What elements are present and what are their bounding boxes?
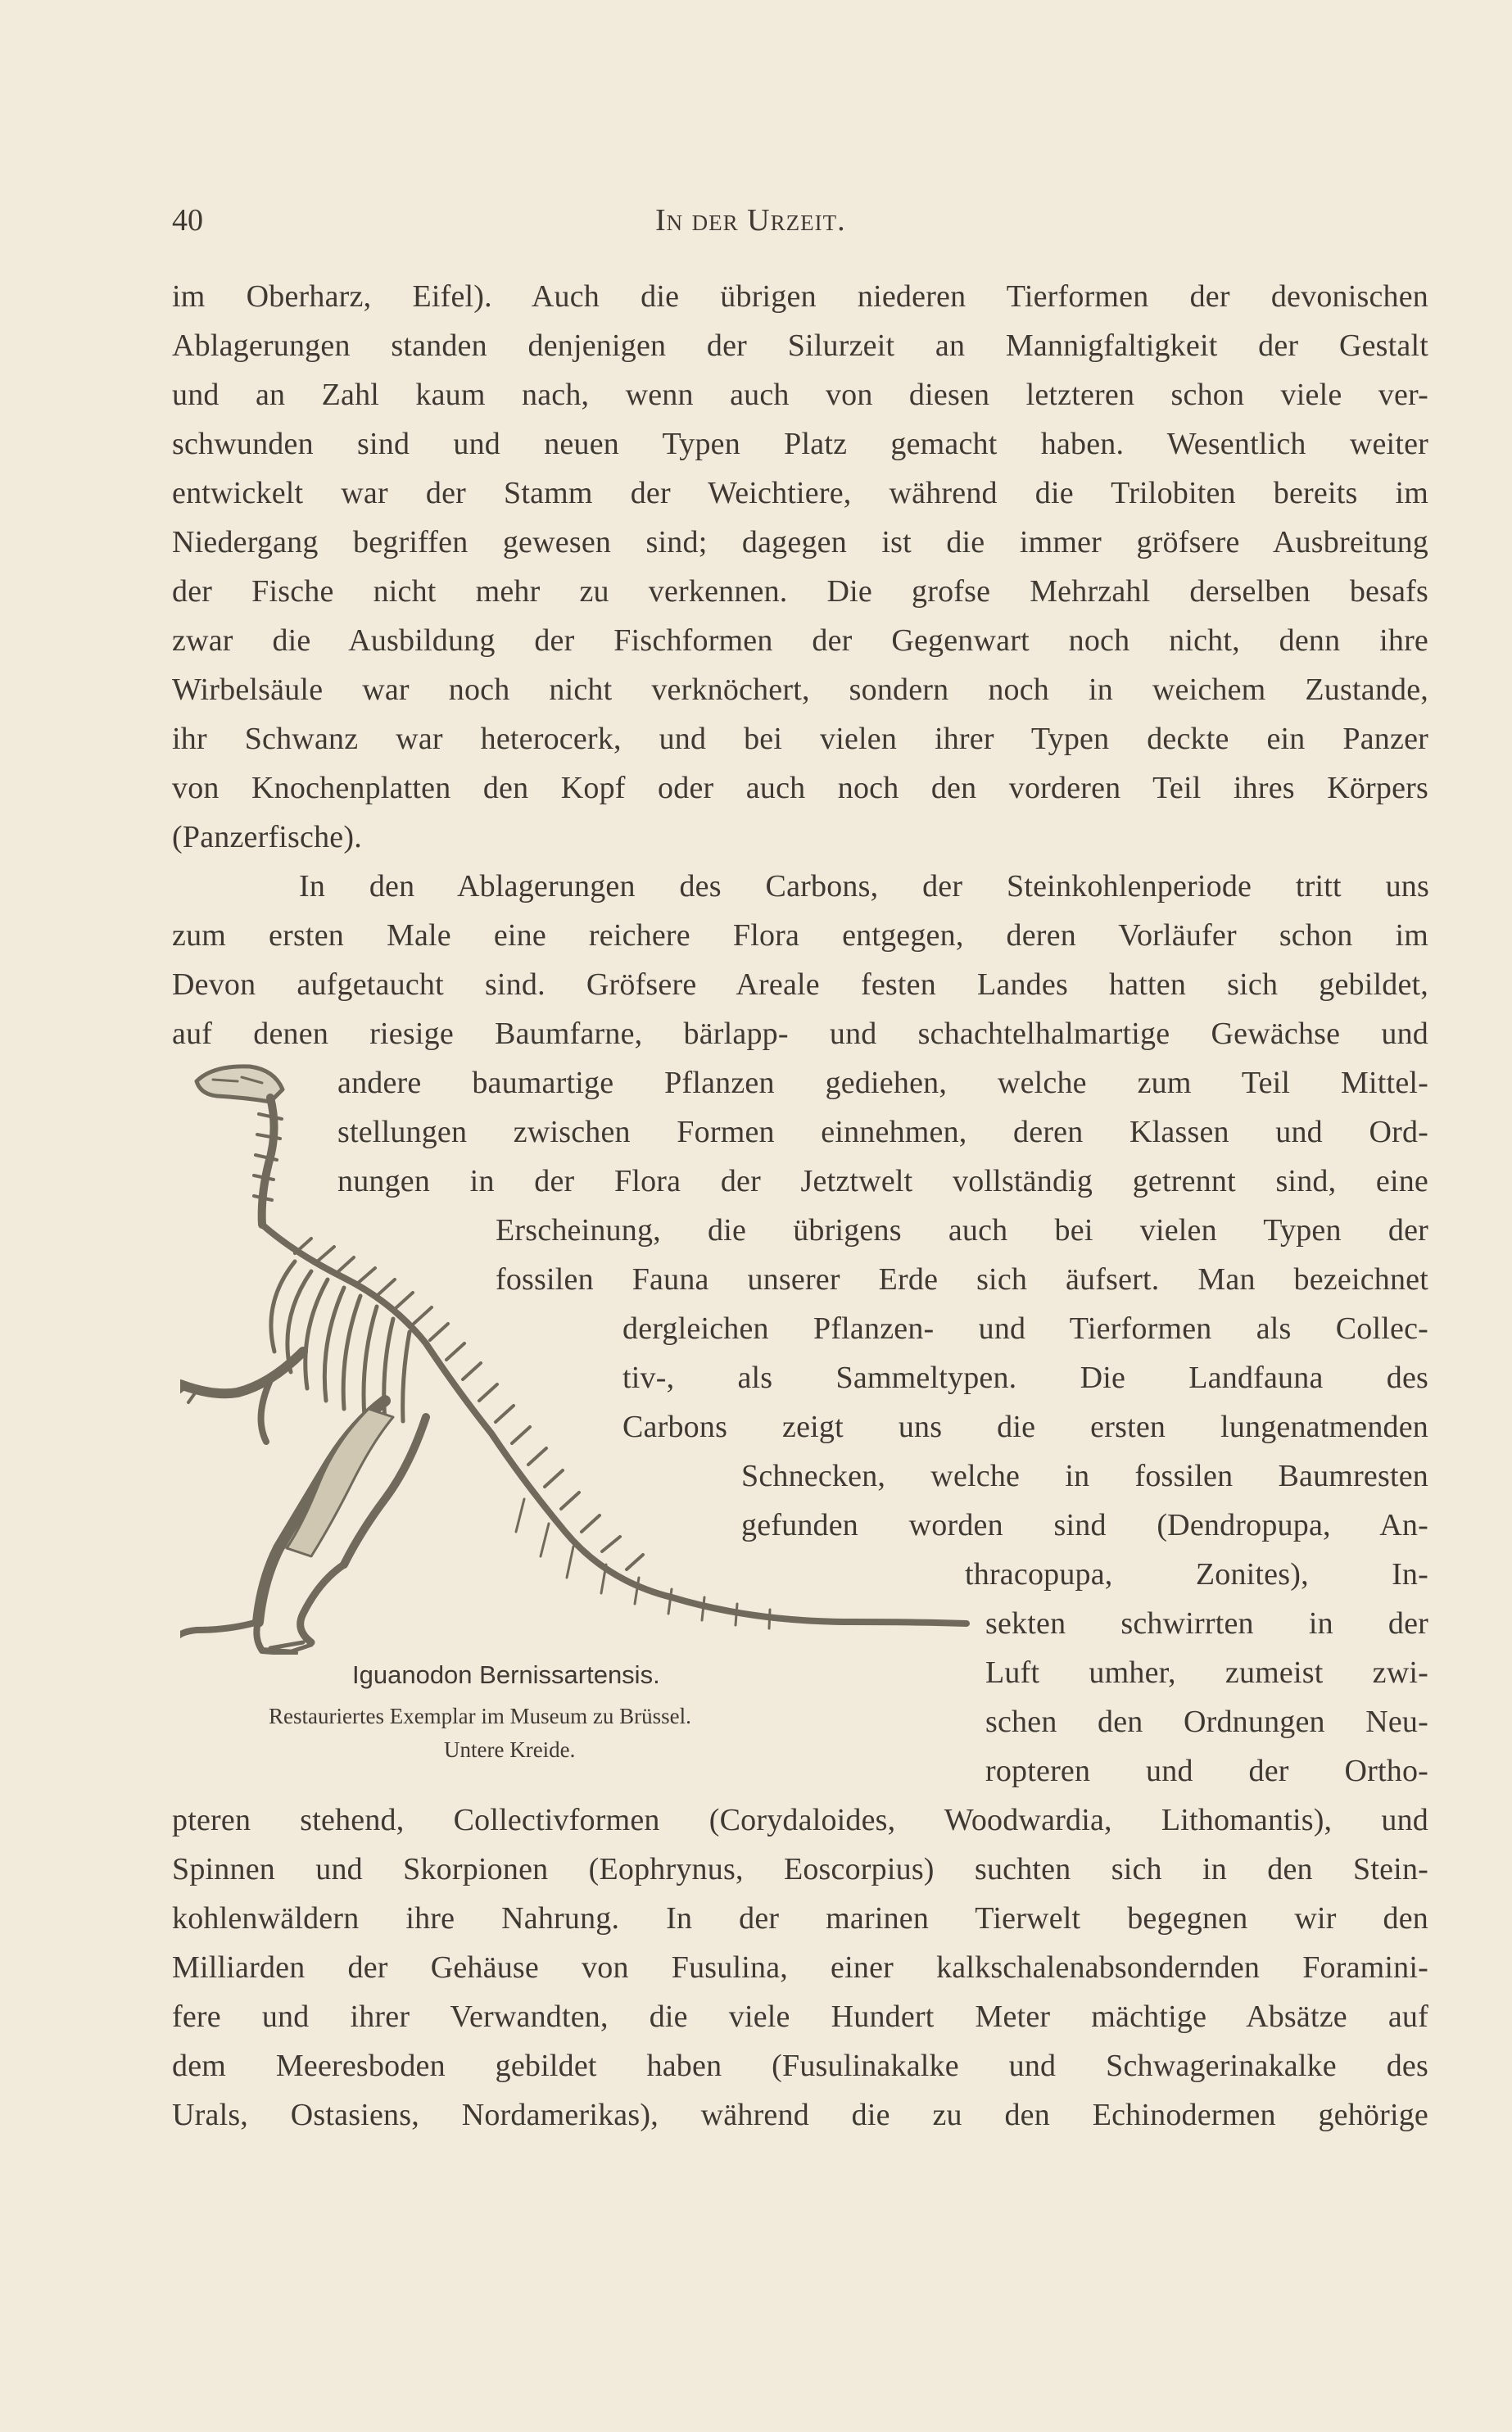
text-line: pteren stehend, Collectivformen (Corydaloides, Woodwardia, Lithomantis), und bbox=[172, 1803, 1428, 1837]
text-line: auf denen riesige Baumfarne, bärlapp- und schachtelhalmartige Gewächse und bbox=[172, 1017, 1428, 1051]
text-line: gefunden worden sind (Dendropupa, An- bbox=[741, 1508, 1428, 1542]
text-line: der Fische nicht mehr zu verkennen. Die grofse Mehrzahl derselben besafs bbox=[172, 574, 1428, 609]
text-line: kohlenwäldern ihre Nahrung. In der marinen Tierwelt begegnen wir den bbox=[172, 1901, 1428, 1936]
text-line: stellungen zwischen Formen einnehmen, deren Klassen und Ord- bbox=[337, 1115, 1428, 1149]
figure-caption-period: Untere Kreide. bbox=[444, 1737, 576, 1762]
text-line: zum ersten Male eine reichere Flora entgegen, deren Vorläufer schon im bbox=[172, 918, 1428, 953]
text-line: schen den Ordnungen Neu- bbox=[985, 1705, 1428, 1739]
text-line: dem Meeresboden gebildet haben (Fusulinakalke und Schwagerinakalke des bbox=[172, 2049, 1428, 2083]
text-line: Spinnen und Skorpionen (Eophrynus, Eoscorpius) suchten sich in den Stein- bbox=[172, 1852, 1428, 1886]
figure-caption-location: Restauriertes Exemplar im Museum zu Brüssel. bbox=[269, 1704, 691, 1728]
text-line: nungen in der Flora der Jetztwelt vollständig getrennt sind, eine bbox=[337, 1164, 1428, 1198]
text-line: von Knochenplatten den Kopf oder auch noch den vorderen Teil ihres Körpers bbox=[172, 771, 1428, 805]
text-line: Ablagerungen standen denjenigen der Silurzeit an Mannigfaltigkeit der Gestalt bbox=[172, 328, 1428, 363]
text-line: tiv-, als Sammeltypen. Die Landfauna des bbox=[622, 1361, 1428, 1395]
text-line: (Panzerfische). bbox=[172, 820, 362, 854]
text-line: entwickelt war der Stamm der Weichtiere, während die Trilobiten bereits im bbox=[172, 476, 1428, 510]
text-line: Wirbelsäule war noch nicht verknöchert, sondern noch in weichem Zustande, bbox=[172, 673, 1428, 707]
text-line: Schnecken, welche in fossilen Baumresten bbox=[741, 1459, 1428, 1493]
text-line: fere und ihrer Verwandten, die viele Hundert Meter mächtige Absätze auf bbox=[172, 1999, 1428, 2034]
text-line: Milliarden der Gehäuse von Fusulina, einer kalkschalenabsondernden Foramini- bbox=[172, 1950, 1428, 1985]
text-line: Devon aufgetaucht sind. Gröfsere Areale festen Landes hatten sich gebildet, bbox=[172, 967, 1428, 1002]
text-line: Niedergang begriffen gewesen sind; dagegen ist die immer gröfsere Ausbreitung bbox=[172, 525, 1428, 559]
text-line: und an Zahl kaum nach, wenn auch von diesen letzteren schon viele ver- bbox=[172, 378, 1428, 412]
text-line: Erscheinung, die übrigens auch bei vielen Typen der bbox=[496, 1213, 1428, 1248]
text-line: sekten schwirrten in der bbox=[985, 1606, 1428, 1641]
page-number: 40 bbox=[172, 203, 203, 238]
text-line: fossilen Fauna unserer Erde sich äufsert. Man bezeichnet bbox=[496, 1262, 1428, 1297]
text-line: andere baumartige Pflanzen gediehen, welche zum Teil Mittel- bbox=[337, 1066, 1428, 1100]
text-line: thracopupa, Zonites), In- bbox=[965, 1557, 1428, 1592]
text-line: Urals, Ostasiens, Nordamerikas), während die zu den Echinodermen gehörige bbox=[172, 2098, 1428, 2132]
text-line: Carbons zeigt uns die ersten lungenatmenden bbox=[622, 1410, 1428, 1444]
text-line: zwar die Ausbildung der Fischformen der Gegenwart noch nicht, denn ihre bbox=[172, 623, 1428, 658]
text-line: dergleichen Pflanzen- und Tierformen als Collec- bbox=[622, 1311, 1428, 1346]
text-line: ihr Schwanz war heterocerk, und bei vielen ihrer Typen deckte ein Panzer bbox=[172, 722, 1428, 756]
iguanodon-skeleton-illustration bbox=[180, 1057, 999, 1655]
text-line: ropteren und der Ortho- bbox=[985, 1754, 1428, 1788]
text-line: In den Ablagerungen des Carbons, der Steinkohlenperiode tritt uns bbox=[299, 869, 1429, 904]
text-line: Luft umher, zumeist zwi- bbox=[985, 1655, 1428, 1690]
text-line: im Oberharz, Eifel). Auch die übrigen niederen Tierformen der devonischen bbox=[172, 279, 1428, 314]
figure-caption-title: Iguanodon Bernissartensis. bbox=[352, 1660, 660, 1689]
running-title: In der Urzeit. bbox=[655, 203, 846, 238]
text-line: schwunden sind und neuen Typen Platz gemacht haben. Wesentlich weiter bbox=[172, 427, 1428, 461]
